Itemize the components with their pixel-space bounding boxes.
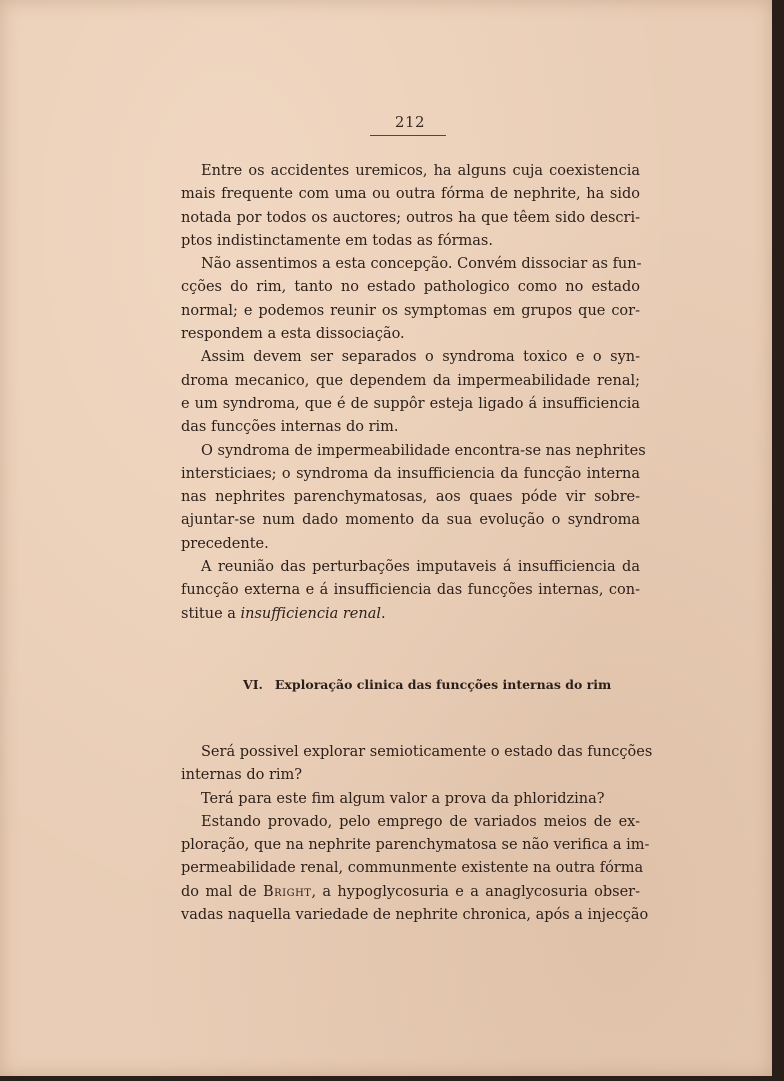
text-line: vadas naquella variedade de nephrite chronica, após a injecção bbox=[181, 907, 649, 924]
text-line: Entre os accidentes uremicos, ha alguns cuja coexistencia bbox=[201, 163, 640, 179]
text-line: das funcções internas do rim. bbox=[181, 419, 399, 436]
text-line: Não assentimos a esta concepção. Convém dissociar as fun- bbox=[201, 256, 642, 273]
text-line: ptos indistinctamente em todas as fórmas. bbox=[181, 232, 493, 249]
book-edge-right bbox=[772, 0, 784, 1081]
text-line: notada por todos os auctores; outros ha que têem sido descri- bbox=[181, 209, 640, 226]
section-title: Exploração clinica das funcções internas do rim bbox=[274, 677, 612, 692]
text-line: funcção externa e á insufficiencia das funcções internas, con- bbox=[181, 582, 640, 599]
text-fragment: do mal de bbox=[181, 883, 263, 900]
author-name: Bright bbox=[262, 883, 312, 900]
text-fragment: , a hypoglycosuria e a anaglycosuria obser- bbox=[311, 883, 640, 900]
text-line bbox=[181, 603, 640, 626]
emphasized-term: insufficiencia renal bbox=[240, 605, 382, 622]
text-line: precedente. bbox=[181, 535, 269, 552]
text-line: droma mecanico, que dependem da impermeabilidade renal; bbox=[181, 372, 640, 389]
text-fragment: . bbox=[381, 605, 386, 622]
text-line: intersticiaes; o syndroma da insufficiencia da funcção interna bbox=[181, 465, 640, 482]
text-line: mais frequente com uma ou outra fórma de nephrite, ha sido bbox=[181, 186, 640, 203]
text-fragment: stitue a bbox=[181, 605, 241, 622]
text-line: Estando provado, pelo emprego de variados meios de ex- bbox=[201, 813, 640, 830]
text-line: Assim devem ser separados o syndroma toxico e o syn- bbox=[201, 349, 640, 366]
text-line: O syndroma de impermeabilidade encontra-se nas nephrites bbox=[201, 442, 646, 459]
text-line: Será possivel explorar semioticamente o estado das funcções bbox=[201, 744, 653, 760]
text-line: internas do rim? bbox=[181, 767, 303, 784]
section-number: VI. bbox=[243, 677, 263, 692]
text-line bbox=[181, 881, 640, 904]
body-text-bottom bbox=[181, 741, 653, 927]
page-number-rule bbox=[370, 135, 446, 136]
body-text-top bbox=[181, 160, 646, 626]
section-heading bbox=[243, 677, 612, 692]
text-line: ajuntar-se num dado momento da sua evolução o syndroma bbox=[181, 512, 640, 529]
text-line: nas nephrites parenchymatosas, aos quaes póde vir sobre- bbox=[181, 489, 640, 506]
book-edge-bottom bbox=[0, 1076, 784, 1081]
text-line: A reunião das perturbações imputaveis á insufficiencia da bbox=[201, 559, 640, 576]
text-line: cções do rim, tanto no estado pathologico como no estado bbox=[181, 279, 640, 296]
text-line: permeabilidade renal, communmente existente na outra fórma bbox=[181, 860, 644, 877]
text-line: Terá para este fim algum valor a prova da phloridzina? bbox=[201, 790, 605, 807]
text-line: ploração, que na nephrite parenchymatosa se não verifica a im- bbox=[181, 837, 650, 854]
text-line: normal; e podemos reunir os symptomas em grupos que cor- bbox=[181, 302, 640, 319]
text-line: e um syndroma, que é de suppôr esteja ligado á insufficiencia bbox=[181, 395, 640, 412]
text-line: respondem a esta dissociação. bbox=[181, 326, 405, 343]
page-number: 212 bbox=[394, 113, 426, 131]
